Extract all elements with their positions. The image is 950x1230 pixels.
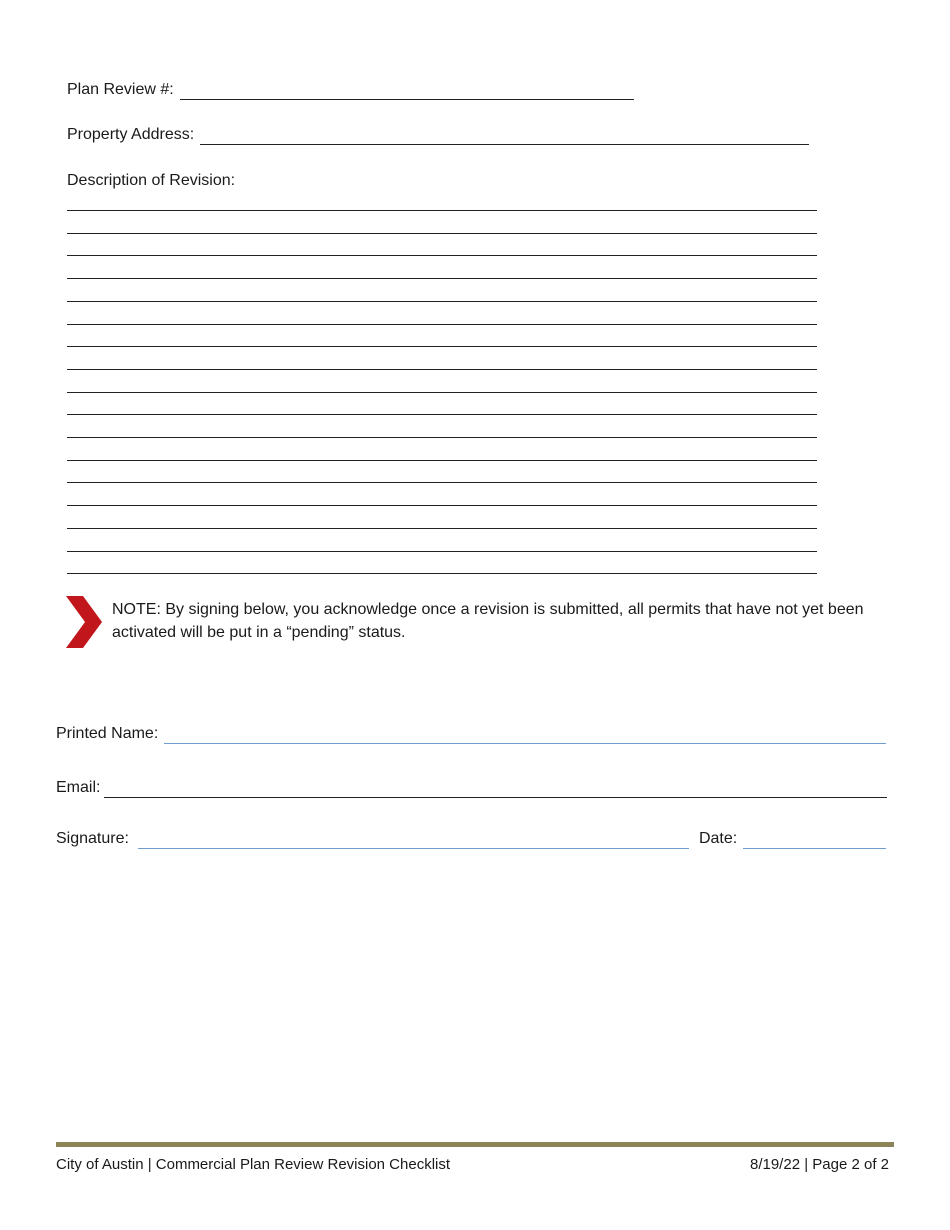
description-line[interactable] xyxy=(67,210,817,211)
plan-review-input-line[interactable] xyxy=(180,81,634,100)
property-address-field xyxy=(67,125,809,145)
date-input-line[interactable] xyxy=(743,830,886,849)
note-block xyxy=(66,596,886,652)
description-line[interactable] xyxy=(67,278,817,279)
printed-name-field xyxy=(56,724,886,744)
description-line[interactable] xyxy=(67,414,817,415)
description-line[interactable] xyxy=(67,460,817,461)
description-label: Description of Revision: xyxy=(67,172,236,189)
description-line[interactable] xyxy=(67,573,817,574)
description-line[interactable] xyxy=(67,255,817,256)
description-line[interactable] xyxy=(67,551,817,552)
description-line[interactable] xyxy=(67,505,817,506)
property-address-label: Property Address: xyxy=(67,126,195,143)
description-line[interactable] xyxy=(67,301,817,302)
description-line[interactable] xyxy=(67,437,817,438)
description-line[interactable] xyxy=(67,346,817,347)
signature-input-line[interactable] xyxy=(138,830,689,849)
property-address-input-line[interactable] xyxy=(200,126,809,145)
description-line[interactable] xyxy=(67,528,817,529)
note-text: NOTE: By signing below, you acknowledge once a revision is submitted, all permits that have not yet been activated will be put in a “pending” status. xyxy=(112,601,864,641)
description-line[interactable] xyxy=(67,392,817,393)
date-label: Date: xyxy=(698,830,738,847)
chevron-right-icon xyxy=(66,596,102,648)
signature-label: Signature: xyxy=(56,830,129,847)
email-label: Email: xyxy=(56,779,101,796)
description-line[interactable] xyxy=(67,482,817,483)
plan-review-label: Plan Review #: xyxy=(67,81,174,98)
description-line[interactable] xyxy=(67,233,817,234)
email-field xyxy=(56,778,887,798)
footer-rule xyxy=(56,1142,894,1147)
printed-name-input-line[interactable] xyxy=(164,725,886,744)
footer-document-title: City of Austin | Commercial Plan Review Revision Checklist xyxy=(56,1156,451,1173)
description-line[interactable] xyxy=(67,324,817,325)
email-input-line[interactable] xyxy=(104,779,887,798)
signature-field xyxy=(56,829,886,849)
description-line[interactable] xyxy=(67,369,817,370)
footer-page-info: 8/19/22 | Page 2 of 2 xyxy=(749,1156,889,1173)
plan-review-field xyxy=(67,80,634,100)
printed-name-label: Printed Name: xyxy=(56,725,159,742)
